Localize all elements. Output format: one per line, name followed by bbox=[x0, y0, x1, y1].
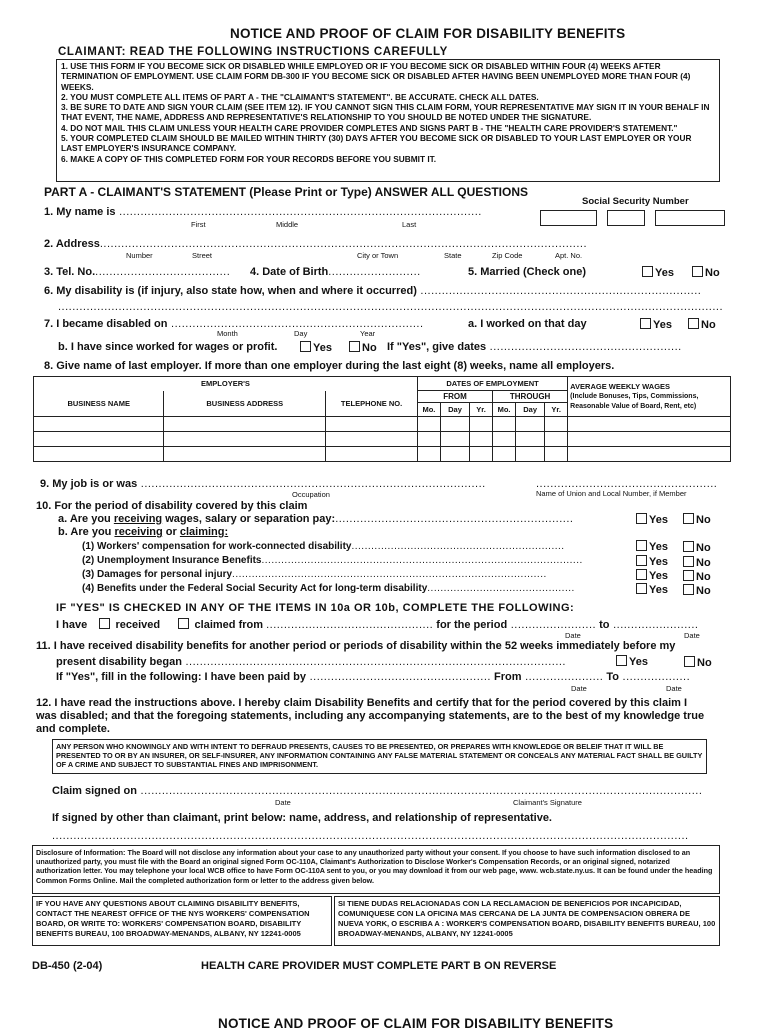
dates-header: DATES OF EMPLOYMENT bbox=[417, 377, 567, 391]
instruction-item: 4. DO NOT MAIL THIS CLAIM UNLESS YOUR HEALTH CARE PROVIDER COMPLETES AND SIGNS PART B - THE "HEALTH CARE PROVIDER'S STATEMENT." bbox=[61, 122, 678, 133]
q1-middle-label: Middle bbox=[276, 220, 299, 229]
form-number: DB-450 (2-04) bbox=[32, 960, 103, 972]
q10b-item-4-text: (4) Benefits under the Federal Social Security Act for long-term disability bbox=[82, 583, 428, 594]
q10b4-yes-checkbox[interactable] bbox=[636, 583, 647, 594]
q7b-if-text: If "Yes", give dates bbox=[387, 341, 487, 353]
through-mo: Mo. bbox=[493, 403, 516, 417]
q1-label: 1. My name is ...................................................................................................... bbox=[44, 206, 482, 218]
table-row[interactable] bbox=[34, 447, 731, 462]
q10b4-yes-option[interactable] bbox=[636, 583, 668, 596]
instruction-item: 3. BE SURE TO DATE AND SIGN YOUR CLAIM (SEE ITEM 12). IF YOU CANNOT SIGN THIS CLAIM FORM, YOUR REPRESENTATIVE MAY SIGN IT IN YOUR BEHALF IN THAT EVENT, THE NAME, ADDRESS AND REPRESENTATIVE'S RELATIONSHIP TO YOU SHOULD BE NOTED UNDER THE SIGNATURE. bbox=[61, 102, 710, 123]
q8-label: 8. Give name of last employer. If more than one employer during the last eight (8) weeks, name all employers. bbox=[44, 360, 615, 372]
q7b-yes-option[interactable] bbox=[300, 341, 332, 354]
table-row[interactable] bbox=[34, 417, 731, 432]
through-header: THROUGH bbox=[493, 391, 568, 403]
business-name-header: BUSINESS NAME bbox=[34, 391, 164, 417]
q10b-item-2: (2) Unemployment Insurance Benefits.................................................................................................. bbox=[82, 555, 583, 566]
to-text: To bbox=[606, 671, 619, 683]
q10b1-no-option[interactable] bbox=[683, 541, 711, 554]
q7a-no-checkbox[interactable] bbox=[688, 318, 699, 329]
q9-union-label: Name of Union and Local Number, if Member bbox=[536, 489, 687, 498]
q1-last-label: Last bbox=[402, 220, 417, 229]
to-text: to bbox=[599, 619, 610, 631]
q10b-item-2-text: (2) Unemployment Insurance Benefits bbox=[82, 555, 262, 566]
q7b-no-option[interactable] bbox=[349, 341, 377, 354]
no-text: No bbox=[696, 557, 711, 569]
q7b-label: b. I have since worked for wages or profit. bbox=[58, 341, 278, 353]
q5-no-option[interactable] bbox=[692, 266, 720, 279]
q11-paid-by: If "Yes", fill in the following: I have been paid by ................................................... From ...................... To ................... bbox=[56, 671, 691, 683]
q10a-no-option[interactable] bbox=[683, 513, 711, 526]
if-yes-instruction: IF "YES" IS CHECKED IN ANY OF THE ITEMS IN 10a OR 10b, COMPLETE THE FOLLOWING: bbox=[56, 602, 575, 614]
q7b-yes-checkbox[interactable] bbox=[300, 341, 311, 352]
q10b2-no-option[interactable] bbox=[683, 556, 711, 569]
disclosure-box: Disclosure of Information: The Board will not disclose any information about your case to any unauthorized party without your consent. If you choose to have such information disclosed to an unauthorized party, you must file with the Board an original signed Form OC-110A, Claimant's Authorization to Disclose Worker's Compensation Records, or an original signed, notarized authorization letter. You may telephone your local WCB office to have Form OC-110A sent to you, or you may download it from our web page, www. wcb.state.ny.us. It can be found under the heading Common Forms Online. Mail the completed authorization form or letter to the address given below. bbox=[32, 845, 720, 894]
q7a-no-option[interactable] bbox=[688, 318, 716, 331]
q4-text: 4. Date of Birth bbox=[250, 266, 329, 278]
q10b-item-1: (1) Workers' compensation for work-connected disability................................................................. bbox=[82, 541, 565, 552]
q4-label: 4. Date of Birth.......................... bbox=[250, 266, 421, 278]
no-text: No bbox=[705, 267, 720, 279]
q7a-yes-checkbox[interactable] bbox=[640, 318, 651, 329]
q10b-item-3-text: (3) Damages for personal injury bbox=[82, 569, 233, 580]
q11-present-text: present disability began bbox=[56, 656, 182, 668]
q11-no-checkbox[interactable] bbox=[684, 656, 695, 667]
claimant-signature-label: Claimant's Signature bbox=[513, 798, 582, 807]
q9-text: 9. My job is or was bbox=[40, 478, 138, 490]
period-date-label-2: Date bbox=[684, 631, 700, 640]
q10b-item-1-text: (1) Workers' compensation for work-connected disability bbox=[82, 541, 352, 552]
from-header: FROM bbox=[417, 391, 492, 403]
from-mo: Mo. bbox=[417, 403, 440, 417]
q2-apt-label: Apt. No. bbox=[555, 251, 583, 260]
q1-first-label: First bbox=[191, 220, 206, 229]
q10b-item-3: (3) Damages for personal injury................................................................................................ bbox=[82, 569, 547, 580]
q11-paid-by-text: If "Yes", fill in the following: I have been paid by bbox=[56, 671, 307, 683]
q7-label: 7. I became disabled on ....................................................................... bbox=[44, 318, 424, 330]
ssn-box-2[interactable] bbox=[607, 210, 645, 226]
q10b1-no-checkbox[interactable] bbox=[683, 541, 694, 552]
avg-wages-title: AVERAGE WEEKLY WAGES bbox=[570, 381, 671, 391]
q10b2-yes-checkbox[interactable] bbox=[636, 555, 647, 566]
q3-text: 3. Tel. No. bbox=[44, 266, 96, 278]
yes-text: Yes bbox=[649, 556, 668, 568]
received-text: received bbox=[115, 619, 161, 631]
from-day: Day bbox=[440, 403, 469, 417]
signed-date-label: Date bbox=[275, 798, 291, 807]
employer-table bbox=[33, 376, 731, 462]
q9-union-line[interactable]: ................................................... bbox=[536, 478, 718, 490]
telephone-header: TELEPHONE NO. bbox=[326, 391, 418, 417]
instruction-item: 6. MAKE A COPY OF THIS COMPLETED FORM FOR YOUR RECORDS BEFORE YOU SUBMIT IT. bbox=[61, 153, 437, 164]
q7a-yes-option[interactable] bbox=[640, 318, 672, 331]
yes-text: Yes bbox=[313, 342, 332, 354]
q2-zip-label: Zip Code bbox=[492, 251, 523, 260]
q9-occupation-label: Occupation bbox=[292, 490, 330, 499]
i-have-text: I have bbox=[56, 619, 88, 631]
q10a-post: wages, salary or separation pay: bbox=[162, 513, 336, 525]
instructions-box bbox=[56, 59, 720, 182]
through-yr: Yr. bbox=[545, 403, 568, 417]
q12-statement: 12. I have read the instructions above. I hereby claim Disability Benefits and certify that for the period covered by this claim I was disabled; and that the foregoing statements, including any accompanying statements, are to the best of my knowledge true and complete. bbox=[36, 697, 705, 735]
period-date-label-1: Date bbox=[565, 631, 581, 640]
fraud-warning-box: ANY PERSON WHO KNOWINGLY AND WITH INTENT TO DEFRAUD PRESENTS, CAUSES TO BE PRESENTED, OR PREPARES WITH KNOWLEDGE OR BELEIF THAT IT WILL BE PRESENTED TO OR BY AN INSURER, OR SELF-INSURER, ANY INFORMATION CONTAINING ANY FALSE MATERIAL STATEMENT OR CONCEALS ANY MATERIAL FACT SHALL BE GUILTY OF A CRIME AND SUBJECT TO SUBSTANTIAL FINES AND IMPRISONMENT. bbox=[52, 739, 707, 774]
q10b3-yes-option[interactable] bbox=[636, 569, 668, 582]
reverse-notice: HEALTH CARE PROVIDER MUST COMPLETE PART B ON REVERSE bbox=[201, 960, 557, 972]
q10b2-yes-option[interactable] bbox=[636, 555, 668, 568]
from-text: From bbox=[494, 671, 522, 683]
no-text: No bbox=[362, 342, 377, 354]
q10a-underlined: receiving bbox=[113, 513, 163, 525]
ssn-box-1[interactable] bbox=[540, 210, 597, 226]
no-text: No bbox=[696, 514, 711, 526]
yes-text: Yes bbox=[649, 584, 668, 596]
q2-city-label: City or Town bbox=[357, 251, 399, 260]
q7a-label: a. I worked on that day bbox=[468, 318, 587, 330]
no-text: No bbox=[697, 657, 712, 669]
q10a-pre: a. Are you bbox=[58, 513, 114, 525]
q10b1-yes-option[interactable] bbox=[636, 540, 668, 553]
q11-label: 11. I have received disability benefits for another period or periods of disability within the 52 weeks immediately before my bbox=[36, 640, 676, 652]
q10b-label bbox=[58, 526, 228, 538]
q10a-yes-option[interactable] bbox=[636, 513, 668, 526]
q10b4-no-checkbox[interactable] bbox=[683, 584, 694, 595]
yes-text: Yes bbox=[653, 319, 672, 331]
q10b1-yes-checkbox[interactable] bbox=[636, 540, 647, 551]
avg-wages-header bbox=[568, 377, 731, 417]
q6-label: 6. My disability is (if injury, also state how, when and where it occurred) ............................................................................... bbox=[44, 285, 702, 297]
claim-signed-text: Claim signed on bbox=[52, 785, 137, 797]
q9-label: 9. My job is or was ................................................................................................. bbox=[40, 478, 486, 490]
q11-no-option[interactable] bbox=[684, 656, 712, 669]
q10b-underlined-1: receiving bbox=[114, 526, 163, 538]
q3-label: 3. Tel. No....................................... bbox=[44, 266, 231, 278]
q10a-no-checkbox[interactable] bbox=[683, 513, 694, 524]
no-text: No bbox=[696, 585, 711, 597]
received-checkbox[interactable] bbox=[99, 618, 110, 629]
page-title: NOTICE AND PROOF OF CLAIM FOR DISABILITY BENEFITS bbox=[230, 26, 626, 41]
claimant-header: CLAIMANT: READ THE FOLLOWING INSTRUCTIONS CAREFULLY bbox=[58, 46, 448, 58]
yes-text: Yes bbox=[649, 570, 668, 582]
q7b-no-checkbox[interactable] bbox=[349, 341, 360, 352]
ssn-label: Social Security Number bbox=[582, 196, 689, 207]
ssn-box-3[interactable] bbox=[655, 210, 725, 226]
q2-state-label: State bbox=[444, 251, 462, 260]
q7-month-label: Month bbox=[217, 329, 238, 338]
q7-year-label: Year bbox=[360, 329, 376, 338]
q11-present: present disability began ........................................................................................................... bbox=[56, 656, 566, 668]
q1-text: 1. My name is bbox=[44, 206, 116, 218]
next-page-title: NOTICE AND PROOF OF CLAIM FOR DISABILITY BENEFITS bbox=[218, 1016, 614, 1031]
employers-header: EMPLOYER'S bbox=[34, 377, 418, 391]
q7-text: 7. I became disabled on bbox=[44, 318, 168, 330]
q11-date-label-1: Date bbox=[571, 684, 587, 693]
claimed-from-text: claimed from bbox=[194, 619, 264, 631]
q2-number-label: Number bbox=[126, 251, 153, 260]
q5-no-checkbox[interactable] bbox=[692, 266, 703, 277]
q10-label: 10. For the period of disability covered by this claim bbox=[36, 500, 308, 512]
business-address-header: BUSINESS ADDRESS bbox=[164, 391, 326, 417]
no-text: No bbox=[696, 571, 711, 583]
for-period-text: for the period bbox=[436, 619, 508, 631]
q10a-label: a. Are you receiving wages, salary or separation pay:................................................................... bbox=[58, 513, 574, 525]
q7b-if-yes: If "Yes", give dates ...................................................... bbox=[387, 341, 682, 353]
q10a-yes-checkbox[interactable] bbox=[636, 513, 647, 524]
q10b3-no-checkbox[interactable] bbox=[683, 570, 694, 581]
q2-text: 2. Address bbox=[44, 238, 100, 250]
footer-spanish-box: SI TIENE DUDAS RELACIONADAS CON LA RECLAMACION DE BENEFICIOS POR INCAPICIDAD, COMUNIQUESE CON LA OFICINA MAS CERCANA DE LA JUNTA DE COMPENSACION OBRERA DE NUEVA YORK, O ESCRIBA A : WORKER'S COMPENSATION BOARD, DISABILITY BENEFITS BUREAU, 100 BROADWAY-MENANDS, ALBANY, NY 12241-0005 bbox=[334, 896, 720, 946]
q10b3-no-option[interactable] bbox=[683, 570, 711, 583]
q2-label: 2. Address......................................................................................................................................... bbox=[44, 238, 588, 250]
instruction-item: 2. YOU MUST COMPLETE ALL ITEMS OF PART A - THE "CLAIMANT'S STATEMENT". BE ACCURATE. CHECK ALL DATES. bbox=[61, 91, 539, 102]
from-yr: Yr. bbox=[470, 403, 493, 417]
no-text: No bbox=[701, 319, 716, 331]
instruction-item: 1. USE THIS FORM IF YOU BECOME SICK OR DISABLED WHILE EMPLOYED OR IF YOU BECOME SICK OR DISABLED WITHIN FOUR (4) WEEKS AFTER TERMINATION OF EMPLOYMENT. USE CLAIM FORM DB-300 IF YOU BECOME SICK OR DISABLED AFTER HAVING BEEN UNEMPLOYED MORE THAN FOUR (4) WEEKS. bbox=[61, 61, 691, 92]
footer-english-box: IF YOU HAVE ANY QUESTIONS ABOUT CLAIMING DISABILITY BENEFITS, CONTACT THE NEAREST OFFICE OF THE NYS WORKERS' COMPENSATION BOARD, OR WRITE TO: WORKERS' COMPENSATION BOARD, DISABILITY BENEFITS BUREAU, 100 BROADWAY-MENANDS, ALBANY, NY 12241-0005 bbox=[32, 896, 332, 946]
q6-text: 6. My disability is (if injury, also state how, when and where it occurred) bbox=[44, 285, 417, 297]
q10b3-yes-checkbox[interactable] bbox=[636, 569, 647, 580]
claimed-checkbox[interactable] bbox=[178, 618, 189, 629]
table-row[interactable] bbox=[34, 432, 731, 447]
q10b4-no-option[interactable] bbox=[683, 584, 711, 597]
q5-yes-option[interactable] bbox=[642, 266, 674, 279]
q10b-item-4: (4) Benefits under the Federal Social Security Act for long-term disability............................................. bbox=[82, 583, 575, 594]
no-text: No bbox=[696, 542, 711, 554]
part-a-heading: PART A - CLAIMANT'S STATEMENT (Please Print or Type) ANSWER ALL QUESTIONS bbox=[44, 185, 528, 199]
yes-text: Yes bbox=[655, 267, 674, 279]
q6-line-2[interactable]: ........................................................................................................................................................................................... bbox=[58, 301, 724, 313]
q11-date-label-2: Date bbox=[666, 684, 682, 693]
q5-label: 5. Married (Check one) bbox=[468, 266, 586, 278]
through-day: Day bbox=[516, 403, 545, 417]
i-have-row: I have received claimed from ............................................... for the period ........................ to ........................ bbox=[56, 619, 699, 631]
q2-street-label: Street bbox=[192, 251, 213, 260]
if-signed-other: If signed by other than claimant, print below: name, address, and relationship of representative. bbox=[52, 812, 552, 824]
q10b-underlined-2: claiming: bbox=[179, 526, 229, 538]
yes-text: Yes bbox=[629, 656, 648, 668]
q10b-pre: b. Are you bbox=[58, 526, 115, 538]
avg-wages-sub: (Include Bonuses, Tips, Commissions, Reasonable Value of Board, Rent, etc) bbox=[570, 392, 699, 410]
q10b-mid: or bbox=[162, 526, 180, 538]
q7-day-label: Day bbox=[294, 329, 308, 338]
q11-yes-option[interactable] bbox=[616, 655, 648, 668]
q11-yes-checkbox[interactable] bbox=[616, 655, 627, 666]
yes-text: Yes bbox=[649, 514, 668, 526]
instruction-item: 5. YOUR COMPLETED CLAIM SHOULD BE MAILED WITHIN THIRTY (30) DAYS AFTER YOU BECOME SICK OR DISABLED TO YOUR LAST EMPLOYER OR YOUR LAST EMPLOYER'S INSURANCE COMPANY. bbox=[61, 133, 692, 154]
q10b2-no-checkbox[interactable] bbox=[683, 556, 694, 567]
yes-text: Yes bbox=[649, 541, 668, 553]
q5-yes-checkbox[interactable] bbox=[642, 266, 653, 277]
claim-signed-line: Claim signed on .............................................................................................................................................................. bbox=[52, 785, 703, 797]
representative-line[interactable]: ................................................................................................................................................................................... bbox=[52, 830, 689, 842]
